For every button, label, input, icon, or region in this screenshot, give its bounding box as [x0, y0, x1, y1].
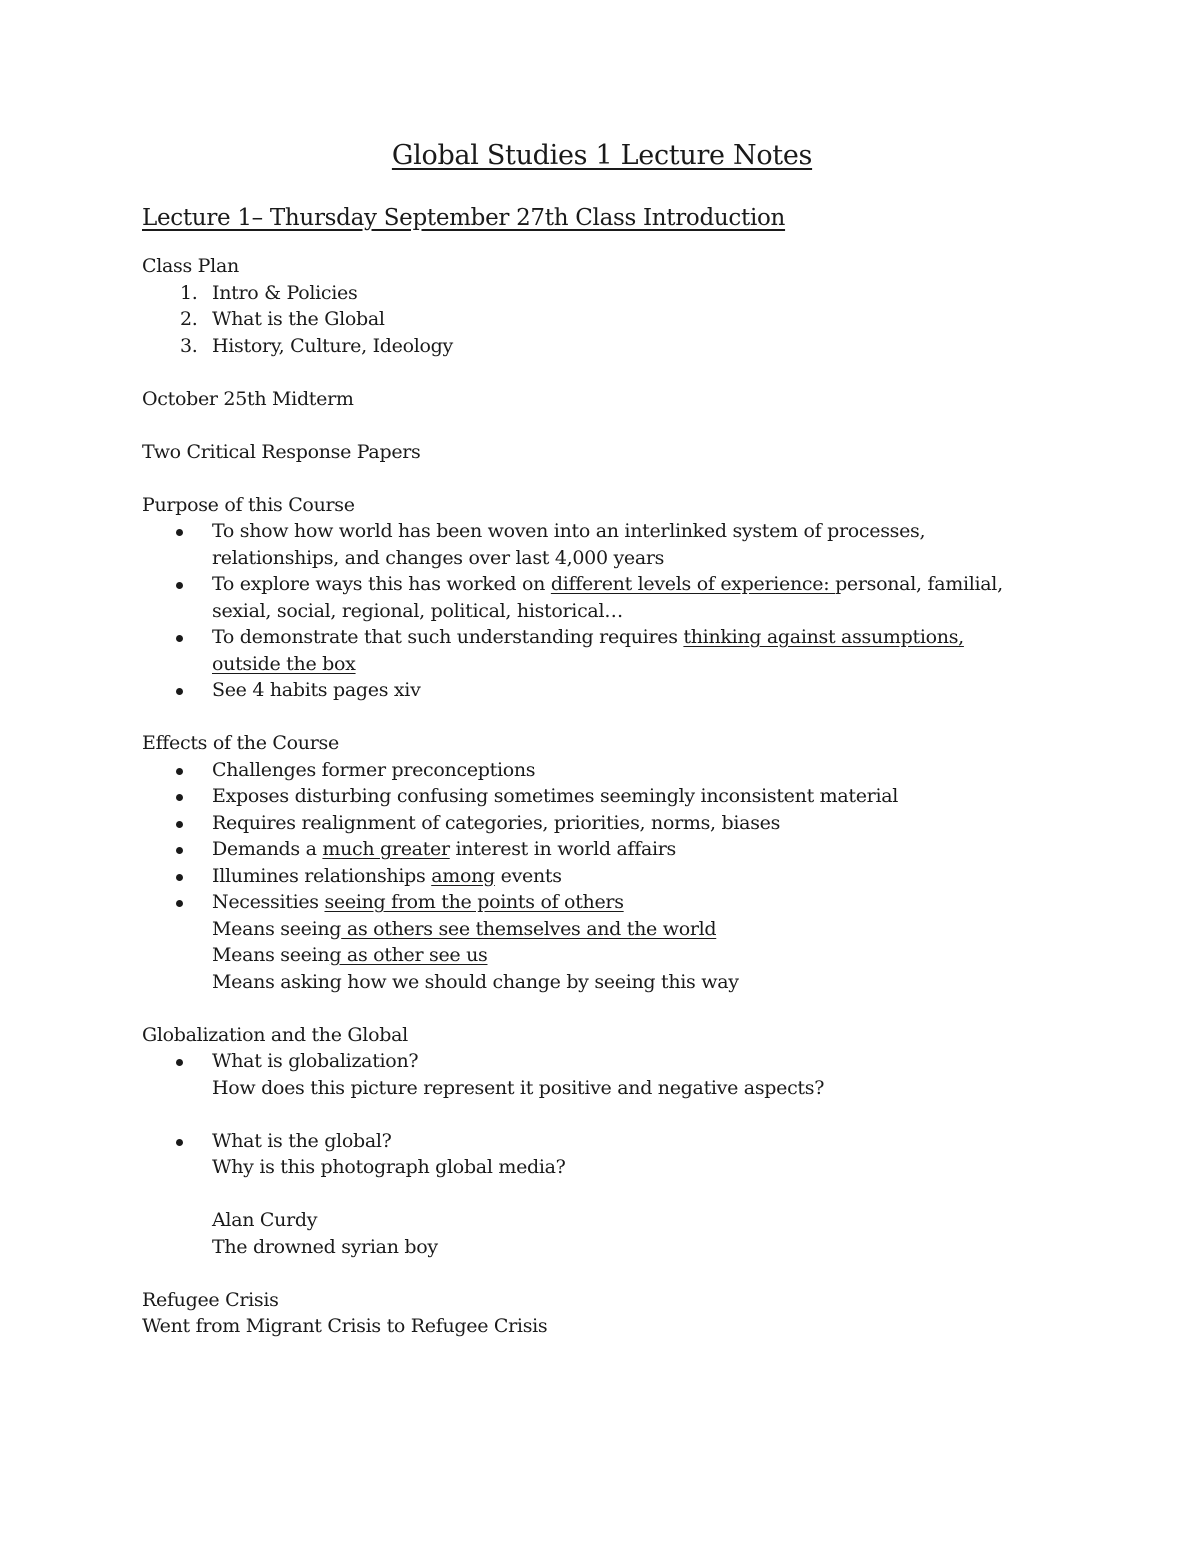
list-item: [142, 571, 1062, 624]
list-item: [142, 624, 1062, 677]
list-item: [142, 810, 1062, 837]
bullet-icon: [176, 847, 183, 854]
papers-note: Two Critical Response Papers: [142, 440, 421, 463]
midterm-note: October 25th Midterm: [142, 387, 354, 410]
page-title: Global Studies 1 Lecture Notes: [391, 140, 813, 171]
list-item: [142, 1048, 1062, 1128]
list-item-text: relationships, and changes over last 4,000 years: [212, 546, 665, 569]
globalization-list: [142, 1048, 1062, 1260]
list-number: 2.: [180, 308, 198, 330]
list-item-text: [212, 571, 1062, 598]
list-item-text: History, Culture, Ideology: [212, 334, 453, 357]
globalization-section: [142, 1022, 1062, 1261]
list-item-text: [212, 836, 1062, 863]
effects-heading: Effects of the Course: [142, 732, 339, 754]
list-item: [142, 333, 1062, 360]
lecture-heading: Lecture 1– Thursday September 27th Class Introduction: [142, 205, 786, 231]
text-run: Illumines relationships: [212, 864, 432, 887]
list-item-text: Intro & Policies: [212, 281, 358, 304]
class-plan-heading: Class Plan: [142, 255, 239, 277]
list-item-subtext: Means asking how we should change by seeing this way: [212, 970, 739, 993]
bullet-icon: [176, 821, 183, 828]
refugee-section: [142, 1287, 1062, 1340]
text-run: Necessities: [212, 891, 325, 913]
underlined-text: among: [431, 864, 495, 887]
class-plan-list: [142, 280, 1062, 360]
purpose-heading: Purpose of this Course: [142, 493, 355, 516]
list-item: [142, 889, 1062, 995]
text-run: personal, familial,: [835, 573, 1003, 595]
list-item: [142, 518, 1062, 571]
list-item-subtext: The drowned syrian boy: [212, 1235, 438, 1258]
text-run: Demands a: [212, 838, 323, 860]
list-item: [142, 863, 1062, 890]
underlined-text: g as other see us: [329, 944, 488, 966]
list-item-text: What is the global?: [212, 1129, 392, 1152]
list-item-text: [212, 889, 1062, 916]
bullet-icon: [176, 1059, 183, 1066]
list-item-text: [212, 624, 1062, 651]
bullet-icon: [176, 688, 183, 695]
bullet-icon: [176, 874, 183, 881]
list-item-text: See 4 habits pages xiv: [212, 679, 421, 701]
class-plan-section: [142, 253, 1062, 359]
underlined-text: much greater: [322, 838, 450, 860]
text-run: Means seeing: [212, 917, 342, 940]
bullet-icon: [176, 794, 183, 801]
list-item-subtext: Why is this photograph global media?: [212, 1156, 566, 1178]
list-item-text: Challenges former preconceptions: [212, 758, 536, 781]
list-item-text: sexial, social, regional, political, historical…: [212, 599, 623, 622]
list-item: [142, 836, 1062, 863]
text-run: Means seein: [212, 944, 330, 966]
underlined-text: outside the box: [212, 652, 356, 675]
list-item-subtext: [212, 942, 1062, 969]
list-item-text: [212, 863, 1062, 890]
bullet-icon: [176, 635, 183, 642]
purpose-section: [142, 492, 1062, 704]
list-number: 1.: [180, 281, 198, 304]
effects-list: [142, 757, 1062, 996]
list-item: [142, 280, 1062, 307]
document-page: [142, 140, 1062, 1340]
bullet-icon: [176, 1139, 183, 1146]
bullet-icon: [176, 582, 183, 589]
underlined-text: seeing from the points of others: [324, 891, 624, 913]
purpose-list: [142, 518, 1062, 704]
list-item-text: [212, 651, 1062, 678]
text-run: events: [494, 864, 562, 887]
list-item-text: Requires realignment of categories, priorities, norms, biases: [212, 811, 781, 834]
list-item-text: What is globalization?: [212, 1050, 419, 1072]
text-run: To explore ways this has worked on: [212, 573, 551, 595]
underlined-text: different levels of experience:: [550, 573, 836, 595]
text-run: To demonstrate that such understanding requires: [212, 626, 684, 648]
effects-section: [142, 730, 1062, 995]
list-item: [142, 757, 1062, 784]
list-item-subtext: [212, 916, 1062, 943]
underlined-text: as others see themselves and the world: [341, 917, 717, 940]
list-item: [142, 677, 1062, 704]
list-item-text: What is the Global: [212, 308, 385, 330]
list-item: [142, 306, 1062, 333]
underlined-text: thinking against assumptions,: [683, 626, 964, 648]
refugee-note: Went from Migrant Crisis to Refugee Crisis: [142, 1315, 548, 1337]
list-item-subtext: How does this picture represent it positive and negative aspects?: [212, 1076, 825, 1099]
list-item-text: To show how world has been woven into an interlinked system of processes,: [212, 520, 926, 542]
globalization-heading: Globalization and the Global: [142, 1023, 408, 1046]
bullet-icon: [176, 768, 183, 775]
list-item: [142, 1128, 1062, 1261]
bullet-icon: [176, 529, 183, 536]
list-item: [142, 783, 1062, 810]
refugee-heading: Refugee Crisis: [142, 1288, 279, 1311]
text-run: interest in world affairs: [449, 838, 676, 860]
bullet-icon: [176, 900, 183, 907]
list-number: 3.: [180, 334, 198, 357]
list-item-text: Exposes disturbing confusing sometimes seemingly inconsistent material: [212, 785, 899, 807]
list-item-subtext: Alan Curdy: [212, 1209, 318, 1231]
